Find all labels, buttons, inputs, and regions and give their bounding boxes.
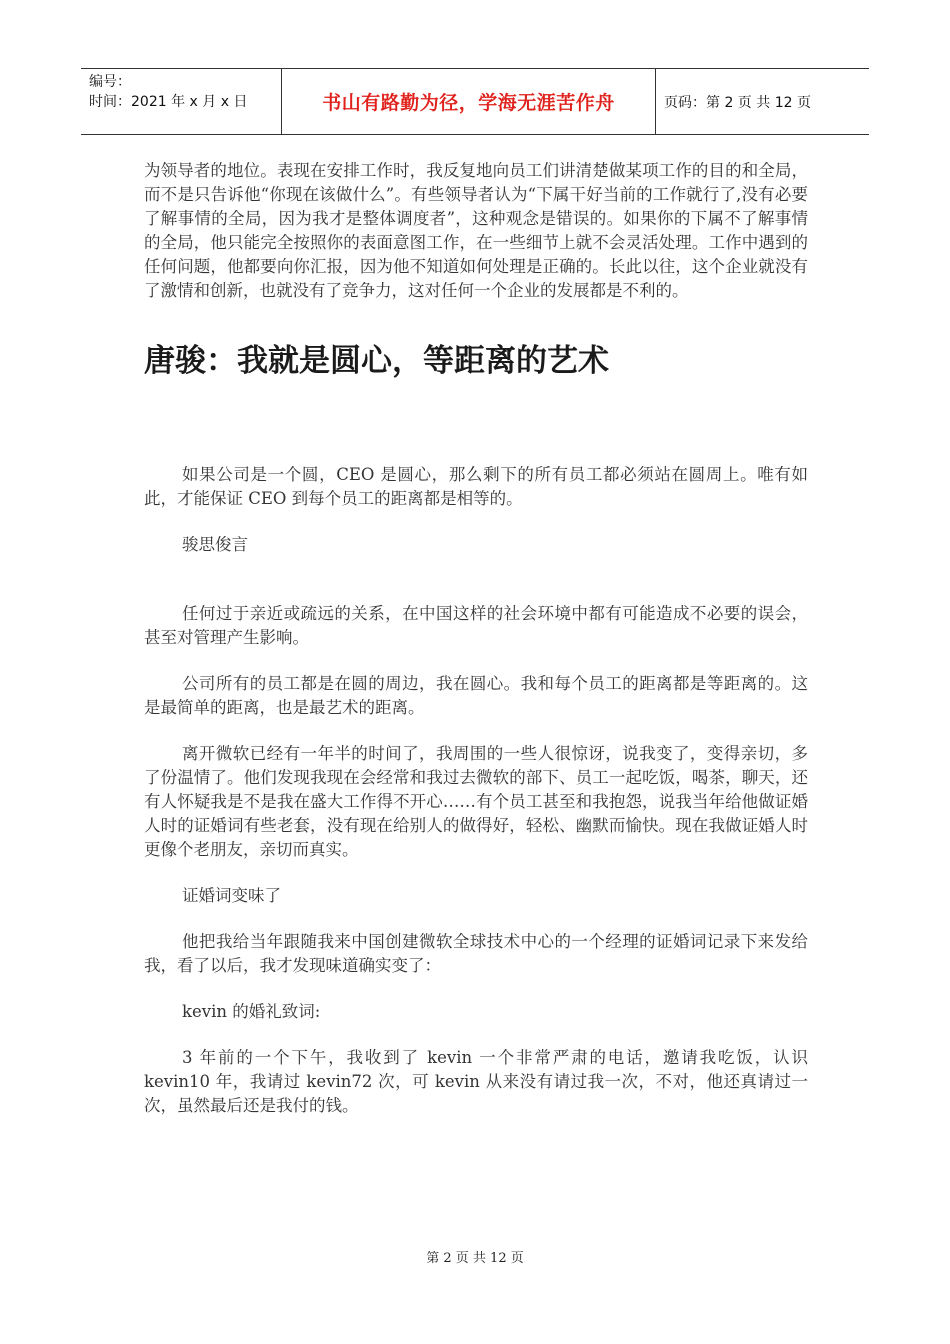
page-footer: 第 2 页 共 12 页 [426,1251,524,1266]
paragraph-4: 离开微软已经有一年半的时间了，我周围的一些人很惊讶，说我变了，变得亲切，多了份温情了。他们发现我现在会经常和我过去微软的部下、员工一起吃饭，喝茶，聊天，还有人怀疑我是不是我在盛大工作得不开心……有个员工甚至和我抱怨，说我当年给他做证婚人时的证婚词有些老套，没有现在给别人的做得好，轻松、幽默而愉快。现在我做证婚人时更像个老朋友，亲切而真实。 [144,744,808,859]
document-number-label: 编号： [89,74,131,90]
section-heading: 唐骏：我就是圆心，等距离的艺术 [144,343,609,379]
subheading-1: 骏思俊言 [182,535,248,554]
page-header [81,68,869,135]
paragraph-6: 3 年前的一个下午，我收到了 kevin 一个非常严肃的电话，邀请我吃饭，认识 kevin10 年，我请过 kevin72 次，可 kevin 从来没有请过我一次，不对，他还真请过一次，虽然最后还是我付的钱。 [144,1048,808,1115]
paragraph-3: 公司所有的员工都是在圆的周边，我在圆心。我和每个员工的距离都是等距离的。这是最简单的距离，也是最艺术的距离。 [144,674,808,717]
paragraph-5: 他把我给当年跟随我来中国创建微软全球技术中心的一个经理的证婚词记录下来发给我，看了以后，我才发现味道确实变了： [144,932,808,975]
paragraph-1: 如果公司是一个圆，CEO 是圆心，那么剩下的所有员工都必须站在圆周上。唯有如此，才能保证 CEO 到每个员工的距离都是相等的。 [144,465,808,508]
document-body [144,159,808,1118]
header-meta [81,69,282,134]
intro-paragraph: 为领导者的地位。表现在安排工作时，我反复地向员工们讲清楚做某项工作的目的和全局，而不是只告诉他“你现在该做什么”。有些领导者认为“下属干好当前的工作就行了,没有必要了解事情的全局，因为我才是整体调度者”，这种观念是错误的。如果你的下属不了解事情的全局，他只能完全按照你的表面意图工作，在一些细节上就不会灵活处理。工作中遇到的任何问题，他都要向你汇报，因为他不知道如何处理是正确的。长此以往，这个企业就没有了激情和创新，也就没有了竞争力，这对任何一个企业的发展都是不利的。 [144,161,808,300]
paragraph-2: 任何过于亲近或疏远的关系，在中国这样的社会环境中都有可能造成不必要的误会，甚至对管理产生影响。 [144,604,808,647]
subheading-2: 证婚词变味了 [182,886,281,905]
header-motto: 书山有路勤为径，学海无涯苦作舟 [282,69,656,134]
document-date: 时间：2021 年 x 月 x 日 [89,94,248,110]
subheading-3: kevin 的婚礼致词: [182,1002,321,1021]
header-page-info: 页码：第 2 页 共 12 页 [664,94,811,111]
